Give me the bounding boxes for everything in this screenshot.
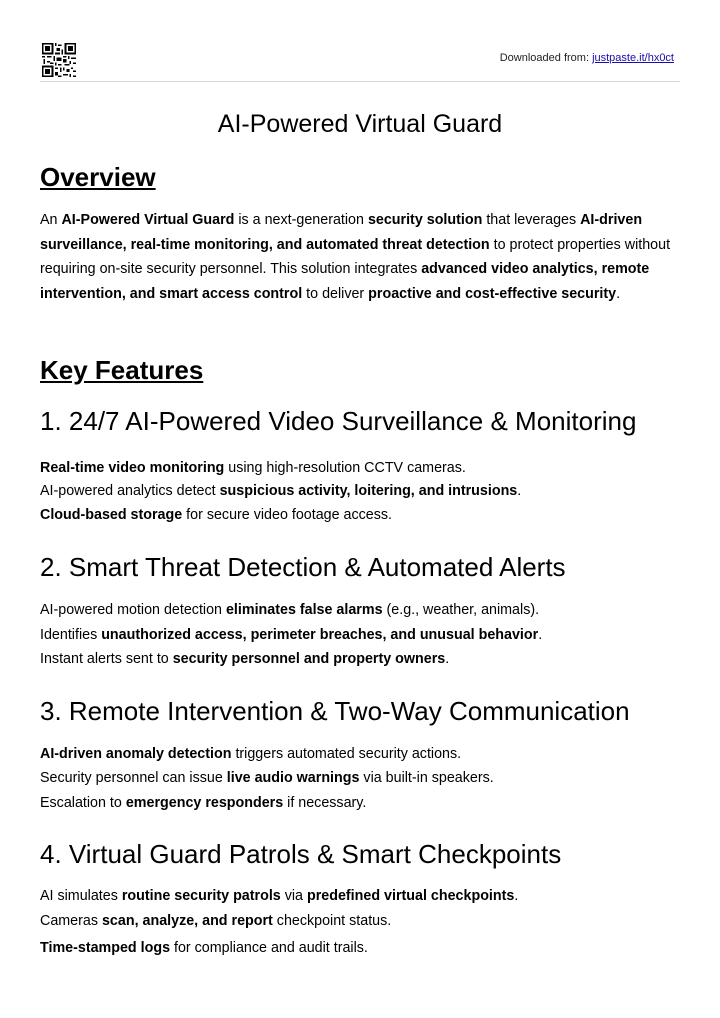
qr-code-icon <box>42 43 76 77</box>
feature-4-line-3 <box>40 940 368 956</box>
text-run: Cameras <box>40 913 102 929</box>
bold-text: AI-driven surveillance, real-time monitoring, and automated threat detection <box>40 212 643 253</box>
text-run: . <box>538 627 543 643</box>
text-run: . <box>616 285 621 302</box>
source-link[interactable]: justpaste.it/hx0ct <box>592 52 674 64</box>
text-run: . <box>514 888 519 904</box>
text-run: Identifies <box>40 627 102 643</box>
text-run: (e.g., weather, animals). <box>382 602 540 618</box>
feature-3-line-2 <box>40 770 494 786</box>
text-run: Escalation to <box>40 795 126 811</box>
feature-title-3: 3. Remote Intervention & Two-Way Communication <box>40 696 630 726</box>
bold-text: live audio warnings <box>226 770 360 786</box>
bold-text: unauthorized access, perimeter breaches, and unusual behavior <box>101 627 539 643</box>
text-run: AI-powered analytics detect <box>40 483 220 499</box>
text-run: for secure video footage access. <box>182 507 393 523</box>
bold-text: Cloud-based storage <box>40 507 183 523</box>
text-run: for compliance and audit trails. <box>170 940 368 956</box>
text-run: . <box>445 651 450 667</box>
bold-text: suspicious activity, loitering, and intrusions <box>219 483 518 499</box>
feature-title-1: 1. 24/7 AI-Powered Video Surveillance & Monitoring <box>40 406 637 436</box>
download-source <box>500 52 674 64</box>
bold-text: scan, analyze, and report <box>101 913 273 929</box>
text-run: via built-in speakers. <box>359 770 494 786</box>
document-title: AI-Powered Virtual Guard <box>217 110 503 138</box>
text-run: . <box>517 483 522 499</box>
text-run: to deliver <box>302 285 369 302</box>
feature-1-line-3 <box>40 507 392 523</box>
text-run: via <box>280 888 307 904</box>
bold-text: AI-Powered Virtual Guard <box>61 212 235 228</box>
text-run: triggers automated security actions. <box>231 746 462 762</box>
feature-2-line-3 <box>40 651 449 667</box>
feature-4-line-1 <box>40 888 518 904</box>
text-run: using high-resolution CCTV cameras. <box>224 460 466 476</box>
feature-1-line-2 <box>40 483 521 499</box>
text-run: checkpoint status. <box>272 913 392 929</box>
bold-text: Real-time video monitoring <box>40 460 225 476</box>
feature-3-line-3 <box>40 795 366 811</box>
bold-text: eliminates false alarms <box>225 602 383 618</box>
bold-text: emergency responders <box>125 795 284 811</box>
feature-2-line-2 <box>40 627 542 643</box>
text-run: if necessary. <box>283 795 367 811</box>
feature-4-line-2 <box>40 913 391 929</box>
key-features-heading: Key Features <box>40 355 204 385</box>
overview-heading: Overview <box>40 162 156 192</box>
overview-paragraph <box>40 208 672 306</box>
text-run: to protect properties without requiring on-site security personnel. This solution integrates <box>40 236 671 277</box>
feature-2-line-1 <box>40 602 539 618</box>
feature-title-2: 2. Smart Threat Detection & Automated Alerts <box>40 552 566 582</box>
bold-text: routine security patrols <box>121 888 281 904</box>
bold-text: Time-stamped logs <box>40 940 171 956</box>
feature-1-line-1 <box>40 460 466 476</box>
text-run: that leverages <box>482 212 581 228</box>
text-run: An <box>40 212 62 228</box>
feature-title-4: 4. Virtual Guard Patrols & Smart Checkpoints <box>40 839 562 869</box>
bold-text: AI-driven anomaly detection <box>40 746 232 762</box>
bold-text: predefined virtual checkpoints <box>306 888 515 904</box>
bold-text: security personnel and property owners <box>172 651 446 667</box>
download-label: Downloaded from: <box>499 52 593 64</box>
text-run: Security personnel can issue <box>40 770 227 786</box>
bold-text: security solution <box>367 212 483 228</box>
text-run: AI simulates <box>40 888 122 904</box>
text-run: is a next-generation <box>234 212 368 228</box>
text-run: Instant alerts sent to <box>40 651 173 667</box>
page-header <box>40 41 680 82</box>
bold-text: advanced video analytics, remote intervention, and smart access control <box>40 261 650 302</box>
feature-3-line-1 <box>40 746 461 762</box>
bold-text: proactive and cost-effective security <box>368 285 617 302</box>
text-run: AI-powered motion detection <box>40 602 226 618</box>
